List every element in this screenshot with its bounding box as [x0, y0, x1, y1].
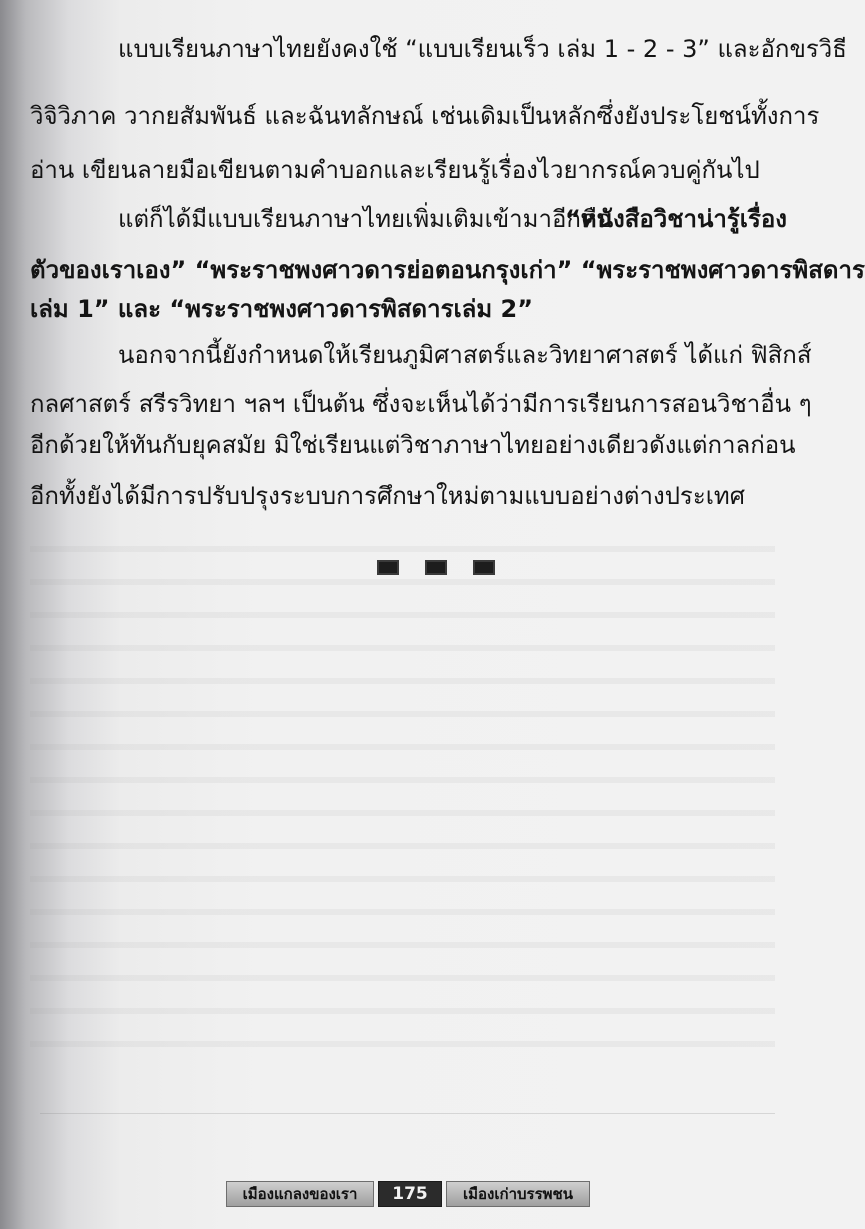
body-line: นอกจากนี้ยังกำหนดให้เรียนภูมิศาสตร์และวิทยาศาสตร์ ได้แก่ ฟิสิกส์: [118, 341, 812, 369]
body-line: แบบเรียนภาษาไทยยังคงใช้ “แบบเรียนเร็ว เล่ม 1 - 2 - 3” และอักขรวิธี: [118, 35, 847, 63]
show-through-texture: [30, 530, 775, 1050]
separator-block: [473, 560, 495, 575]
book-title-text: เล่ม 1” และ “พระราชพงศาวดารพิสดารเล่ม 2”: [30, 295, 534, 323]
footer-book-title: เมืองแกลงของเรา: [226, 1181, 374, 1207]
separator-block: [425, 560, 447, 575]
body-line: อีกทั้งยังได้มีการปรับปรุงระบบการศึกษาใหม่ตามแบบอย่างต่างประเทศ: [30, 482, 745, 510]
book-title-text: ตัวของเราเอง” “พระราชพงศาวดารย่อตอนกรุงเก่า” “พระราชพงศาวดารพิสดาร: [30, 256, 865, 284]
body-line: แต่ก็ได้มีแบบเรียนภาษาไทยเพิ่มเติมเข้ามาอีกคือ: [118, 205, 612, 233]
section-separator: [377, 560, 495, 575]
separator-block: [377, 560, 399, 575]
book-title-text: “หนังสือวิชาน่ารู้เรื่อง: [565, 205, 788, 233]
body-line: วิจิวิภาค วากยสัมพันธ์ และฉันทลักษณ์ เช่นเดิมเป็นหลักซึ่งยังประโยชน์ทั้งการ: [30, 102, 820, 130]
page-number: 175: [378, 1181, 442, 1207]
body-line: กลศาสตร์ สรีรวิทยา ฯลฯ เป็นต้น ซึ่งจะเห็นได้ว่ามีการเรียนการสอนวิชาอื่น ๆ: [30, 390, 812, 418]
running-footer: [226, 1181, 590, 1207]
body-line: อ่าน เขียนลายมือเขียนตามคำบอกและเรียนรู้เรื่องไวยากรณ์ควบคู่กันไป: [30, 156, 760, 184]
footer-subtitle: เมืองเก่าบรรพชน: [446, 1181, 590, 1207]
footnote-rule: [40, 1113, 775, 1114]
body-line: อีกด้วยให้ทันกับยุคสมัย มิใช่เรียนแต่วิชาภาษาไทยอย่างเดียวดังแต่กาลก่อน: [30, 431, 796, 459]
